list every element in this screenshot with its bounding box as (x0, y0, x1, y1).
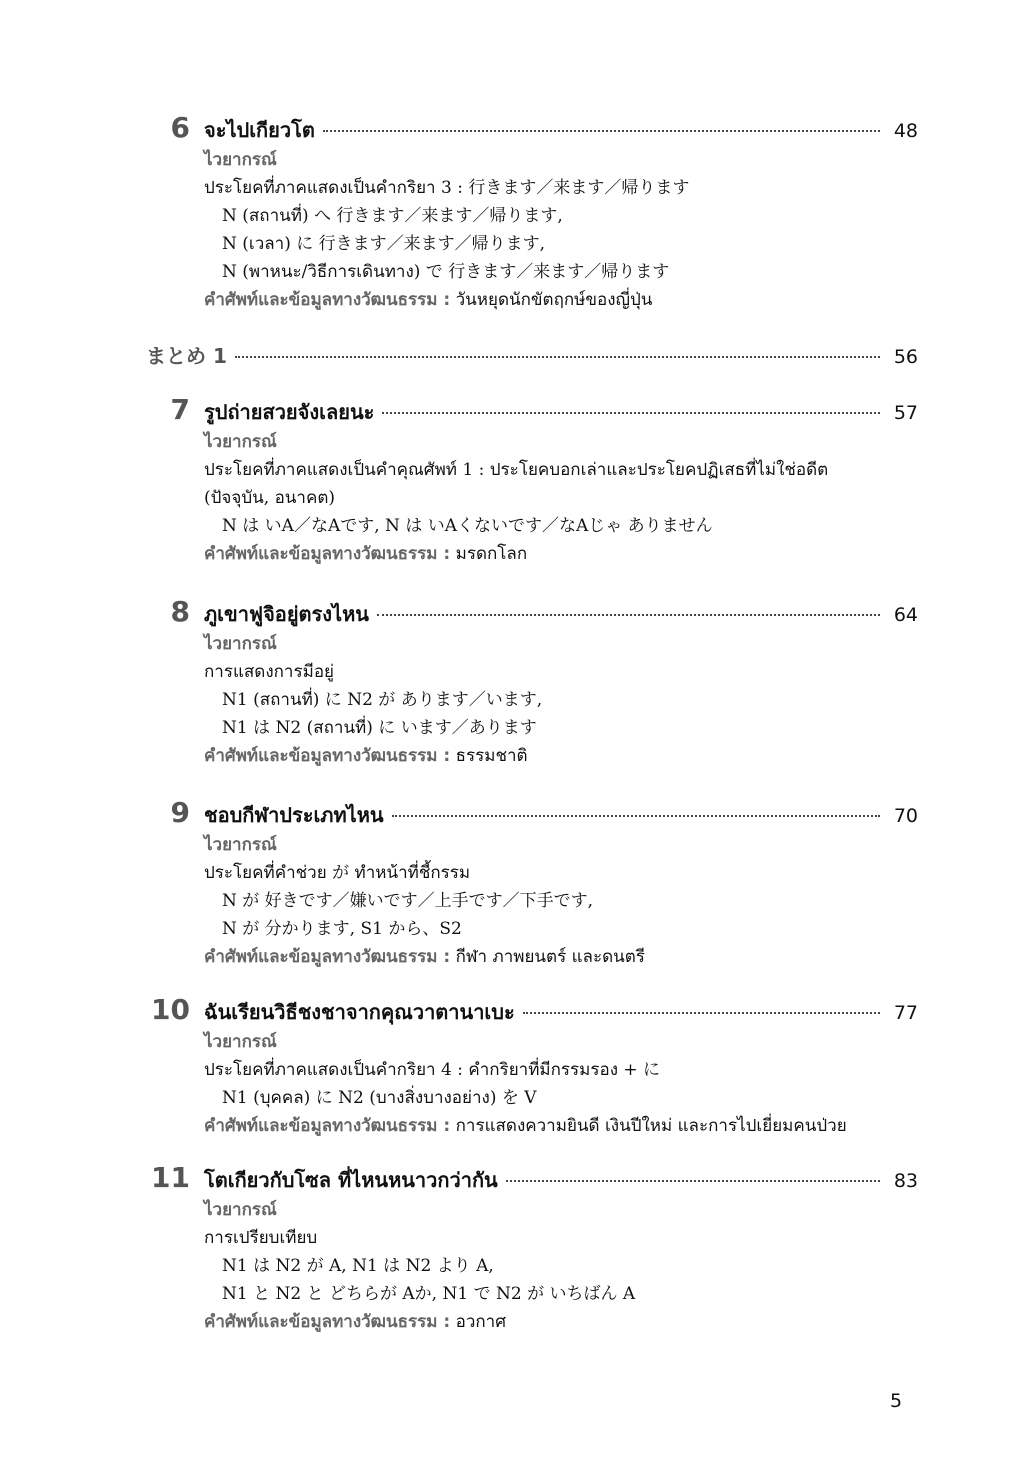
grammar-label: ไวยากรณ์ (204, 1032, 277, 1052)
vocab-label: คำศัพท์และข้อมูลทางวัฒนธรรม : (204, 290, 451, 310)
grammar-pattern: N は いA／なAです, N は いAくないです／なAじゃ ありません (222, 516, 713, 536)
lesson-number: 7 (170, 393, 190, 426)
lesson-page-number: 64 (893, 604, 918, 626)
grammar-pattern: N1 (สถานที่) に N2 が あります／います, (222, 690, 543, 710)
lesson-heading[interactable] (0, 1162, 1032, 1196)
page-number: 5 (890, 1390, 903, 1412)
lesson-title: จะไปเกียวโต (204, 118, 315, 142)
lesson-number: 9 (170, 796, 190, 829)
lesson-heading[interactable] (0, 394, 1032, 428)
lesson-page-number: 77 (893, 1002, 918, 1024)
vocab-line (204, 1112, 932, 1140)
vocab-value: ธรรมชาติ (455, 746, 528, 766)
grammar-label: ไวยากรณ์ (204, 835, 277, 855)
grammar-pattern: N (พาหนะ/วิธีการเดินทาง) で 行きます／来ます／帰ります (222, 262, 670, 282)
lesson-entry (0, 994, 1032, 1140)
lesson-title: ฉันเรียนวิธีชงชาจากคุณวาตานาเบะ (204, 1000, 515, 1024)
vocab-value: อวกาศ (455, 1312, 507, 1332)
lesson-entry (0, 596, 1032, 770)
lesson-page-number: 57 (893, 402, 918, 424)
dot-leader (382, 412, 880, 414)
grammar-line: (ปัจจุบัน, อนาคต) (204, 488, 335, 508)
grammar-line: ประโยคที่ภาคแสดงเป็นคำกริยา 3 : 行きます／来ます／帰ります (204, 178, 690, 198)
dot-leader (523, 1012, 880, 1014)
lesson-title: ชอบกีฬาประเภทไหน (204, 803, 384, 827)
lesson-number: 10 (151, 993, 190, 1026)
summary-page-number: 56 (893, 346, 918, 368)
vocab-line (204, 742, 932, 770)
lesson-number: 11 (151, 1161, 190, 1194)
vocab-value: การแสดงความยินดี เงินปีใหม่ และการไปเยี่ยมคนป่วย (455, 1116, 847, 1136)
lesson-heading[interactable] (0, 596, 1032, 630)
lesson-title: รูปถ่ายสวยจังเลยนะ (204, 400, 375, 424)
lesson-entry (0, 394, 1032, 568)
vocab-value: มรดกโลก (455, 544, 528, 564)
grammar-line: การแสดงการมีอยู่ (204, 662, 334, 682)
grammar-pattern: N が 好きです／嫌いです／上手です／下手です, (222, 891, 594, 911)
vocab-label: คำศัพท์และข้อมูลทางวัฒนธรรม : (204, 1116, 451, 1136)
grammar-label: ไวยากรณ์ (204, 432, 277, 452)
lesson-entry (0, 1162, 1032, 1336)
lesson-heading[interactable] (0, 112, 1032, 146)
grammar-pattern: N (สถานที่) へ 行きます／来ます／帰ります, (222, 206, 563, 226)
summary-label: まとめ 1 (146, 344, 227, 368)
lesson-page-number: 48 (893, 120, 918, 142)
lesson-heading[interactable] (0, 994, 1032, 1028)
lesson-entry (0, 112, 1032, 314)
vocab-label: คำศัพท์และข้อมูลทางวัฒนธรรม : (204, 746, 451, 766)
lesson-number: 6 (170, 111, 190, 144)
lesson-heading[interactable] (0, 797, 1032, 831)
vocab-label: คำศัพท์และข้อมูลทางวัฒนธรรม : (204, 544, 451, 564)
lesson-title: โตเกียวกับโซล ที่ไหนหนาวกว่ากัน (204, 1168, 498, 1192)
vocab-value: กีฬา ภาพยนตร์ และดนตรี (455, 947, 645, 967)
lesson-page-number: 70 (893, 805, 918, 827)
lesson-title: ภูเขาฟูจิอยู่ตรงไหน (204, 602, 369, 626)
grammar-label: ไวยากรณ์ (204, 1200, 277, 1220)
vocab-line (204, 943, 932, 971)
grammar-label: ไวยากรณ์ (204, 150, 277, 170)
grammar-pattern: N が 分かります, S1 から、S2 (222, 919, 462, 939)
vocab-line (204, 1308, 932, 1336)
dot-leader (323, 130, 880, 132)
vocab-value: วันหยุดนักขัตฤกษ์ของญี่ปุ่น (455, 290, 653, 310)
lesson-entry (0, 797, 1032, 971)
grammar-line: การเปรียบเทียบ (204, 1228, 318, 1248)
grammar-line: ประโยคที่ภาคแสดงเป็นคำกริยา 4 : คำกริยาที่มีกรรมรอง + に (204, 1060, 661, 1080)
grammar-pattern: N1 (บุคคล) に N2 (บางสิ่งบางอย่าง) を V (222, 1088, 537, 1108)
dot-leader (235, 356, 880, 358)
grammar-pattern: N1 は N2 が A, N1 は N2 より A, (222, 1256, 494, 1276)
vocab-label: คำศัพท์และข้อมูลทางวัฒนธรรม : (204, 947, 451, 967)
dot-leader (392, 815, 880, 817)
grammar-line: ประโยคที่คำช่วย が ทำหน้าที่ชี้กรรม (204, 863, 471, 883)
vocab-line (204, 540, 932, 568)
grammar-line: ประโยคที่ภาคแสดงเป็นคำคุณศัพท์ 1 : ประโยคบอกเล่าและประโยคปฏิเสธที่ไม่ใช่อดีต (204, 460, 829, 480)
dot-leader (377, 614, 880, 616)
dot-leader (506, 1180, 880, 1182)
lesson-number: 8 (170, 595, 190, 628)
vocab-label: คำศัพท์และข้อมูลทางวัฒนธรรม : (204, 1312, 451, 1332)
grammar-pattern: N (เวลา) に 行きます／来ます／帰ります, (222, 234, 546, 254)
vocab-line (204, 286, 932, 314)
grammar-label: ไวยากรณ์ (204, 634, 277, 654)
grammar-pattern: N1 と N2 と どちらが Aか, N1 で N2 が いちばん A (222, 1284, 636, 1304)
lesson-page-number: 83 (893, 1170, 918, 1192)
grammar-pattern: N1 は N2 (สถานที่) に います／あります (222, 718, 537, 738)
